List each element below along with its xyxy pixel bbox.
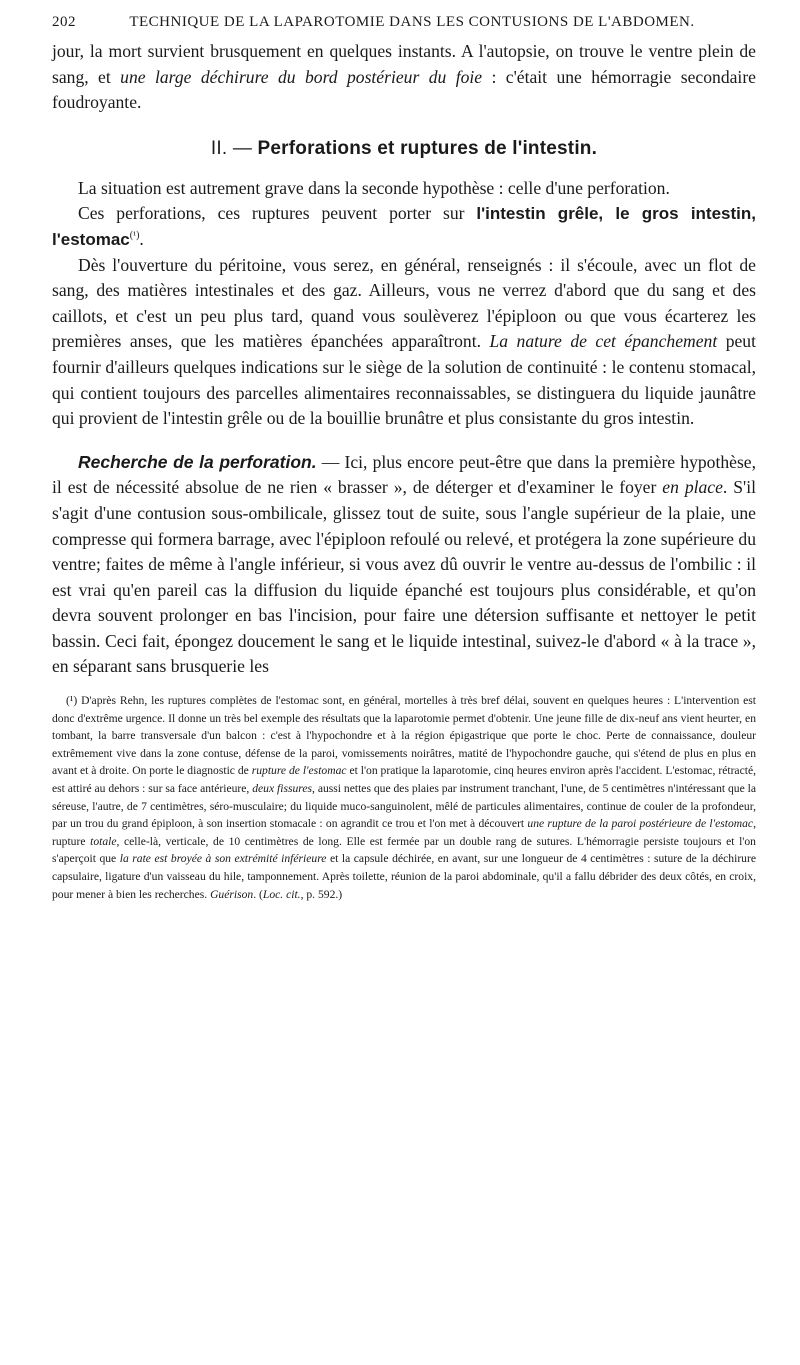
footnote-text-2: et l'on pratique la laparotomie, cinq heures environ après l'accident. L'estomac, rétracté, est attiré au dehors : sur sa face antérieure, xyxy=(52,764,756,796)
footnote-text-6: et la capsule déchirée, en avant, sur une longueur de 4 centimètres : suture de la déchirure capsulaire, ligature d'un vaisseau du hile, tamponnement. Après toilette, réunion de la paroi abdominale, qu'il a fallu débrider des deux côtés, en croix, pour mener à bien les recherches. xyxy=(52,852,756,901)
intro-text-1: jour, la mort survient brusquement en quelques instants. A l'autopsie, on trouve le ventre plein de sang, et xyxy=(52,41,756,87)
intro-text-2: : c'était une hémorragie secondaire foudroyante. xyxy=(52,66,756,113)
footnote-text-5: , celle-là, verticale, de 10 centimètres de long. Elle est fermée par un double rang de sutures. L'hémorragie persiste toujours et l'on s'aperçoit que xyxy=(52,834,756,866)
footnote-emphasis-1: rupture de l'estomac xyxy=(251,764,347,778)
footnote-text-1: D'après Rehn, les ruptures complètes de l'estomac sont, en général, mortelles à très bref délai, souvent en quelques heures : L'intervention est donc d'extrême urgence. Il donne un très bel exemple des résultats que la laparotomie permet d'obtenir. Une jeune fille de dix-neuf ans vient heurter, en tombant, la barre transversale d'un balcon : c'est à l'hypochondre et à la région épigastrique que porte le choc. Perte de connaissance, douleur extrêmement vive dans la zone contuse, défense de la paroi, vomissements noirâtres, matité de l'hypochondre gauche, qui s'étend de plus en plus en avant et à droite. On porte le diagnostic de xyxy=(52,694,756,778)
footnote-text-8: , p. 592.) xyxy=(300,887,343,901)
paragraph-4-emphasis: en place xyxy=(662,477,723,498)
running-head xyxy=(52,14,756,31)
footnote-reference: (¹) xyxy=(129,230,140,242)
section-number: II. xyxy=(210,137,228,159)
intro-emphasis: une large déchirure du bord postérieur du foie xyxy=(120,66,483,87)
paragraph-1: La situation est autrement grave dans la seconde hypothèse : celle d'une perforation. xyxy=(78,177,670,198)
section-heading xyxy=(52,138,756,160)
paragraph-3-text-2: peut fournir d'ailleurs quelques indications sur le siège de la solution de continuité : le contenu stomacal, qui contient toujours des parcelles alimentaires reconnaissables, se distinguera du liquide jaunâtre qui provient de l'intestin grêle ou de la bouillie brunâtre et plus consistante du gros intestin. xyxy=(52,331,756,429)
footnote-text-7: . ( xyxy=(253,887,263,901)
section-title: Perforations et ruptures de l'intestin. xyxy=(257,137,598,159)
footnote-text-3: , aussi nettes que des plaies par instrument tranchant, l'une, de 5 centimètres n'intéressant que la séreuse, l'autre, de 7 centimètres, séro-musculaire; du liquide muco-sanguinolent, mêlé de particules alimentaires, continue de couler de la profondeur, par un trou du grand épiploon, à son insertion stomacale : on agrandit ce trou et l'on met à découvert xyxy=(52,782,756,831)
subsection-heading: Recherche de la perforation. xyxy=(78,451,317,472)
paragraph-2-text: Ces perforations, ces ruptures peuvent porter sur xyxy=(78,203,477,224)
footnote-emphasis-3: une rupture de la paroi postérieure de l'estomac xyxy=(527,817,754,831)
intro-paragraph xyxy=(52,39,756,116)
paragraph-2 xyxy=(52,201,756,252)
page-number: 202 xyxy=(52,14,76,30)
subsection-dash: — xyxy=(316,451,345,472)
running-title: TECHNIQUE DE LA LAPAROTOMIE DANS LES CONTUSIONS DE L'ABDOMEN. xyxy=(129,14,695,30)
paragraph-3-text-1: Dès l'ouverture du péritoine, vous serez, en général, renseignés : il s'écoule, avec un flot de sang, des matières intestinales et des gaz. Ailleurs, vous ne verrez d'abord que du sang et des caillots, et c'est un peu plus tard, quand vous soulèverez l'épiploon ou que vous écarterez les premières anses, que les matières épanchées apparaîtront. xyxy=(52,254,756,352)
section-dash: — xyxy=(232,137,253,159)
footnote-emphasis-5: la rate est broyée à son extrémité inférieure xyxy=(119,852,327,866)
paragraph-2-end: . xyxy=(139,228,144,249)
paragraph-4 xyxy=(52,450,756,680)
footnote-marker: (¹) xyxy=(66,694,78,708)
footnote-emphasis-7: Loc. cit. xyxy=(262,887,301,901)
paragraph-4-text-1: Ici, plus encore peut-être que dans la première hypothèse, il est de nécessité absolue de ne rien « brasser », de déterger et d'examiner le foyer xyxy=(52,451,757,498)
organ-list-bold: l'intestin grêle, le gros intestin, l'estomac xyxy=(52,204,756,249)
footnote xyxy=(52,692,756,903)
paragraph-3-emphasis: La nature de cet épanchement xyxy=(489,331,718,352)
footnote-emphasis-6: Guérison xyxy=(210,887,254,901)
paragraph-3 xyxy=(52,253,756,432)
footnote-emphasis-4: totale xyxy=(90,834,117,848)
footnote-emphasis-2: deux fissures xyxy=(252,782,313,796)
footnote-text-4: , rupture xyxy=(52,817,756,848)
paragraph-4-text-2: . S'il s'agit d'une contusion sous-ombilicale, glissez tout de suite, sous l'angle supérieur de la plaie, une compresse qui formera barrage, avec l'épiploon refoulé ou relevé, et protégera la zone supérieure du ventre; faites de même à l'angle inférieur, si vous avez dû ouvrir le ventre au-dessus de l'ombilic : il est vrai qu'en pareil cas la diffusion du liquide épanché est toujours plus considérable, et qu'on devra souvent prolonger en bas l'incision, pour faire une détersion suffisante et nettoyer le petit bassin. Ceci fait, épongez doucement le sang et le liquide intestinal, suivez-le d'abord « à la trace », en séparant sans brusquerie les xyxy=(52,477,756,677)
